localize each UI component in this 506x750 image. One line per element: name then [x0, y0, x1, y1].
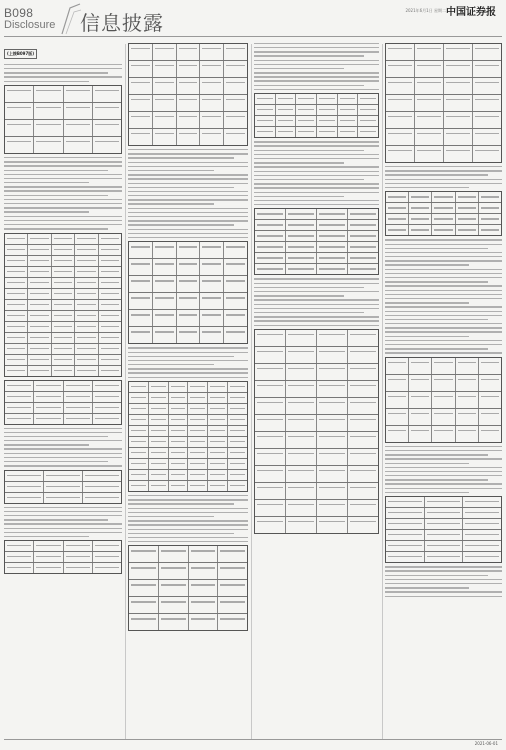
- newspaper-logo: 中国证券报: [446, 7, 496, 18]
- text-block: [128, 495, 248, 542]
- column-1: [4, 40, 122, 740]
- header-rule: [4, 36, 502, 37]
- text-block: [128, 347, 248, 378]
- column-divider: [125, 44, 126, 740]
- text-block: [254, 141, 379, 205]
- data-table: [254, 329, 379, 534]
- column-divider: [382, 44, 383, 740]
- column-4: [385, 40, 502, 740]
- data-table: [128, 241, 248, 344]
- data-table: [128, 545, 248, 631]
- text-block: [385, 239, 502, 353]
- text-block: [4, 428, 122, 467]
- data-table: [128, 43, 248, 146]
- text-block: [385, 446, 502, 493]
- data-table: [385, 43, 502, 163]
- section-title-chinese: 信息披露: [80, 11, 164, 35]
- text-block: [4, 507, 122, 538]
- text-block: [385, 566, 502, 597]
- data-table: [385, 191, 502, 236]
- page-code: B098: [4, 6, 34, 20]
- column-3: [254, 40, 379, 740]
- swoosh-decoration-icon: [60, 2, 82, 36]
- data-table: [128, 381, 248, 492]
- page-header: [0, 0, 506, 40]
- column-2: [128, 40, 248, 740]
- data-table: [254, 208, 379, 275]
- text-block: [254, 43, 379, 90]
- column-divider: [251, 44, 252, 740]
- footer-date: 2021-06-01: [474, 741, 498, 746]
- footer-rule: [4, 739, 502, 740]
- data-table: [4, 85, 122, 154]
- data-table: [4, 233, 122, 377]
- text-block: [254, 278, 379, 325]
- data-table: [385, 496, 502, 563]
- issue-date: 2021年6月1日 星期二: [405, 8, 446, 13]
- data-table: [385, 357, 502, 443]
- text-block: [385, 166, 502, 188]
- data-table: [254, 93, 379, 138]
- data-table: [4, 380, 122, 425]
- data-table: [4, 540, 122, 574]
- text-block: [128, 149, 248, 238]
- text-block: [4, 157, 122, 230]
- section-title-english: Disclosure: [4, 19, 56, 31]
- column-1-title: (上接B097版): [4, 49, 37, 59]
- text-block: [4, 64, 122, 82]
- data-table: [4, 470, 122, 504]
